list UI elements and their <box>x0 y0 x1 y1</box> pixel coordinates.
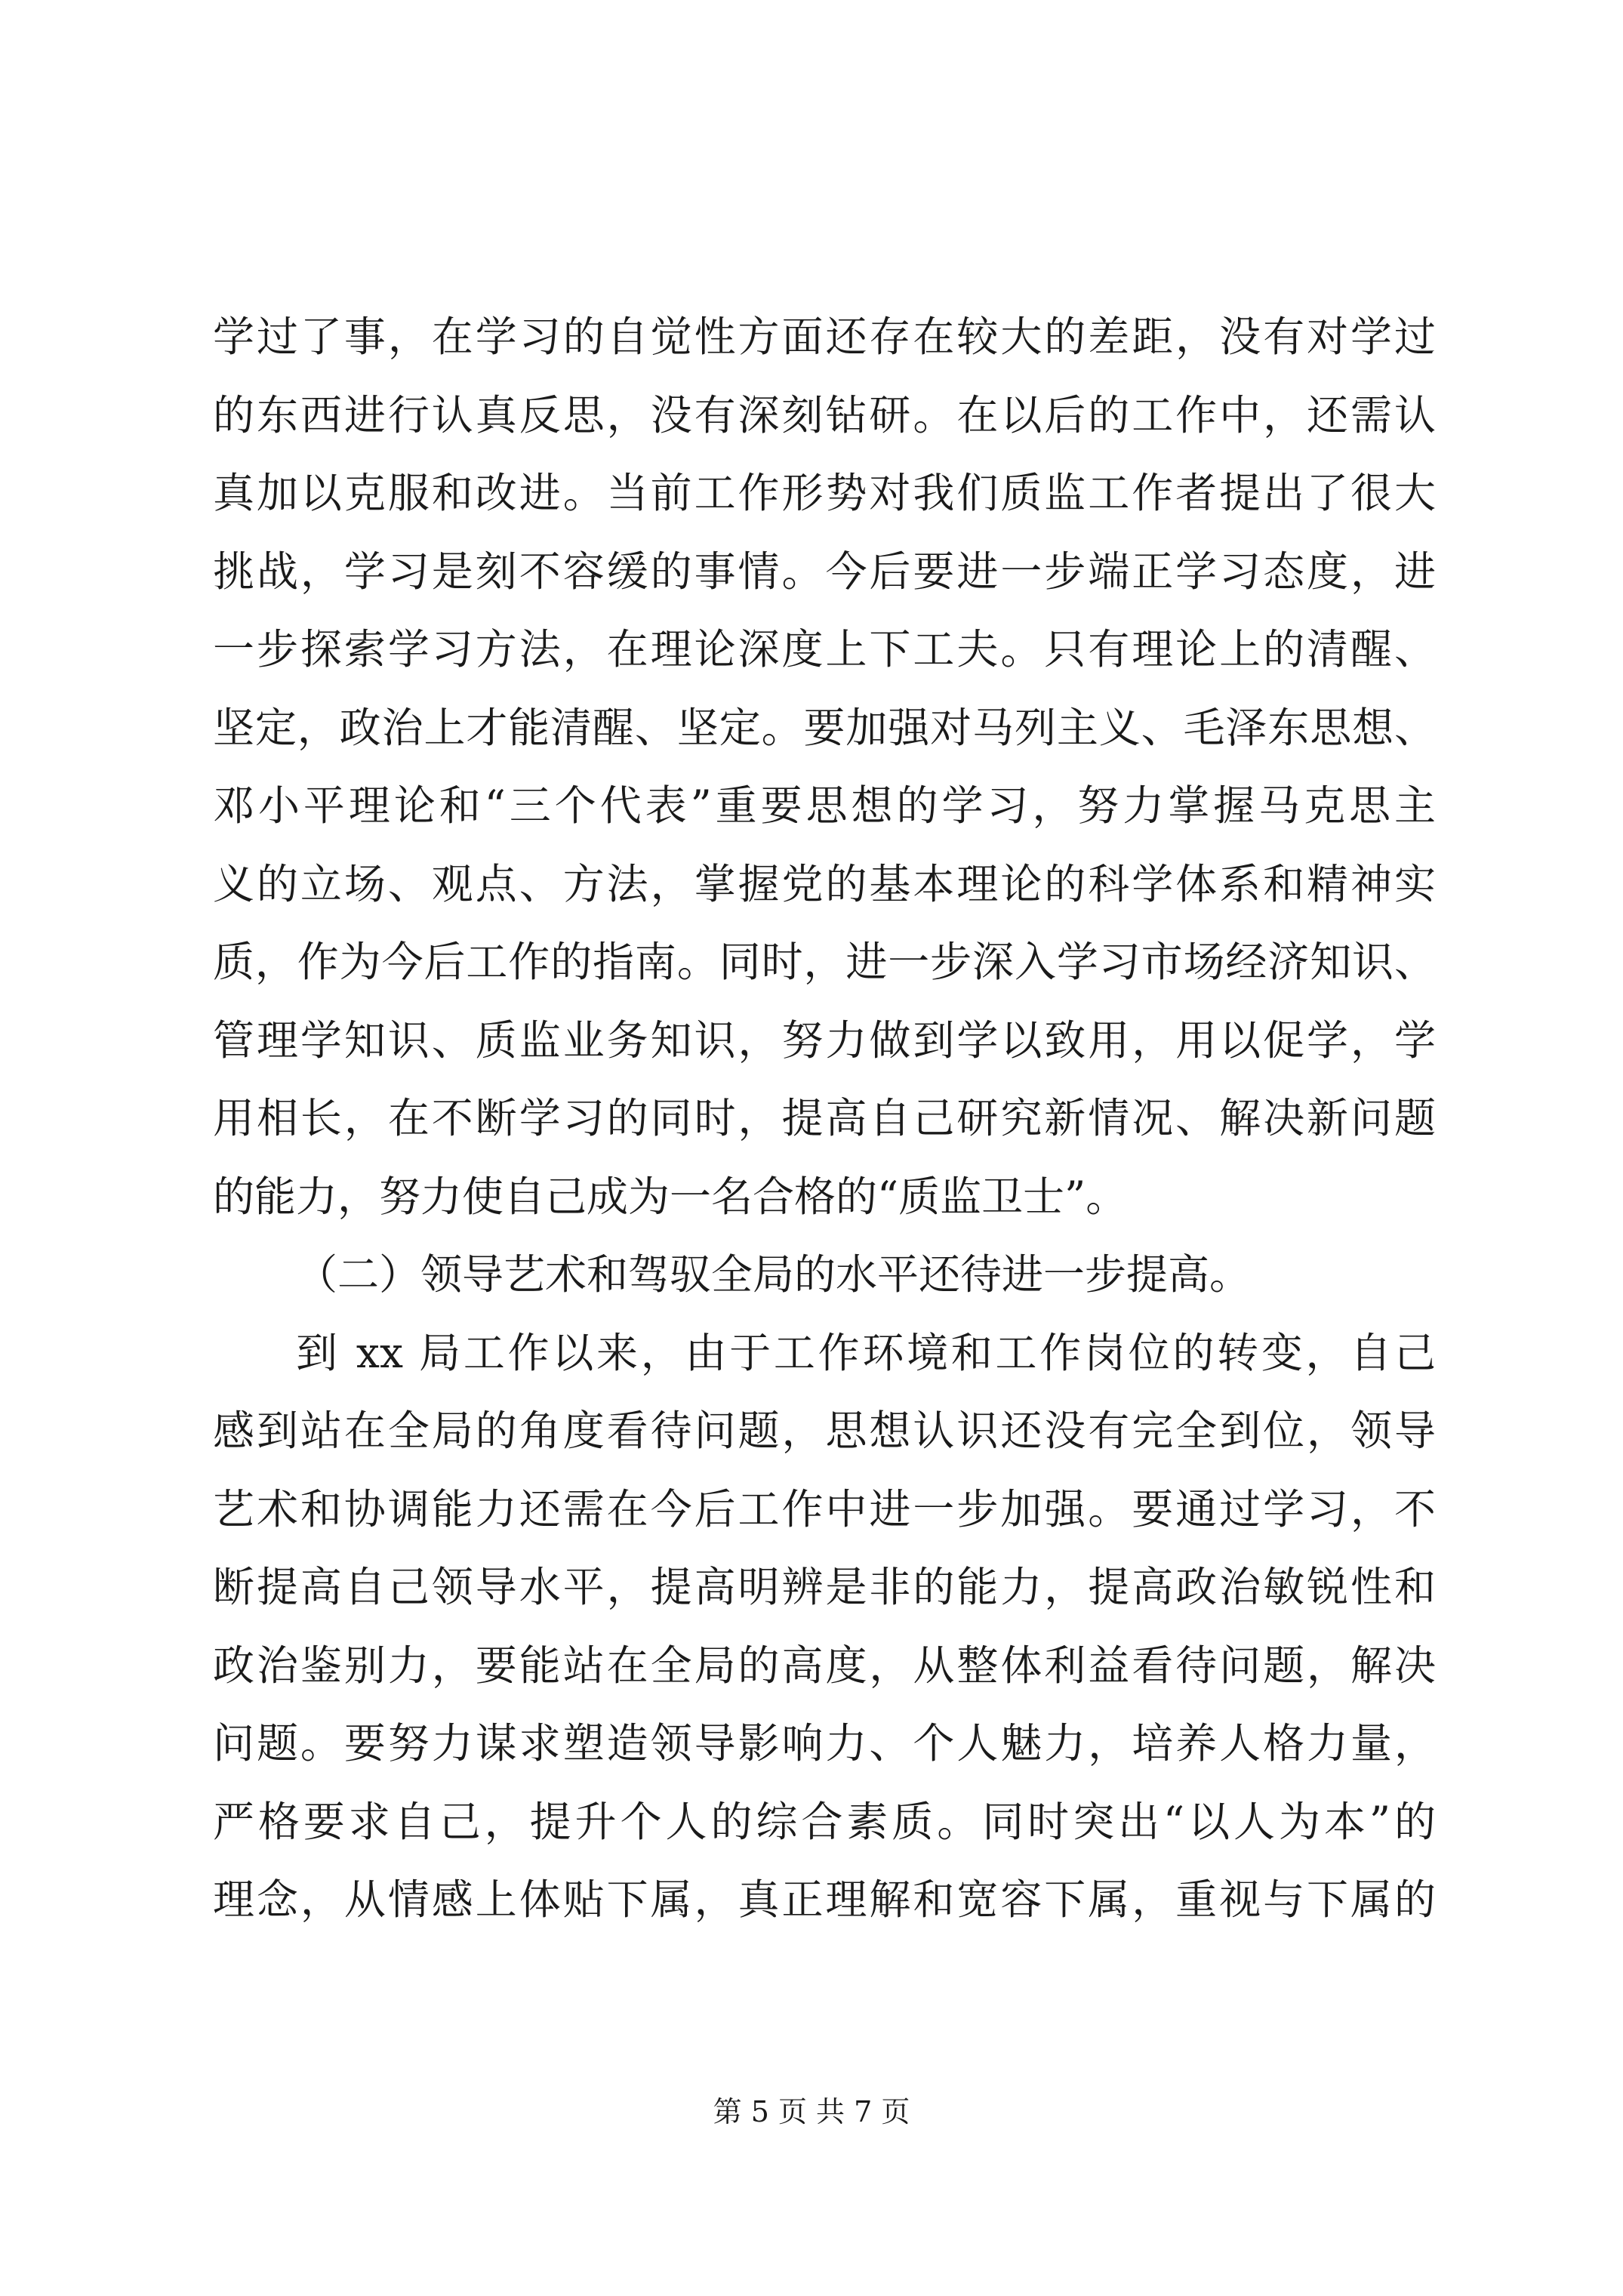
body-text <box>213 298 1436 1940</box>
text-line: 感到站在全局的角度看待问题，思想认识还没有完全到位，领导 <box>213 1407 1436 1455</box>
text-line: 真加以克服和改进。当前工作形势对我们质监工作者提出了很大 <box>213 469 1436 517</box>
section-heading: （二）领导艺术和驾驭全局的水平还待进一步提高。 <box>296 1250 1252 1299</box>
paragraph-first-line: 到 xx 局工作以来，由于工作环境和工作岗位的转变，自己 <box>296 1328 1436 1377</box>
text-line: 一步探索学习方法，在理论深度上下工夫。只有理论上的清醒、 <box>213 625 1436 673</box>
text-line: 学过了事，在学习的自觉性方面还存在较大的差距，没有对学过 <box>213 313 1436 361</box>
text-line: 坚定，政治上才能清醒、坚定。要加强对马列主义、毛泽东思想、 <box>213 703 1436 752</box>
text-line: 理念，从情感上体贴下属，真正理解和宽容下属，重视与下属的 <box>213 1875 1436 1924</box>
text-line: 政治鉴别力，要能站在全局的高度，从整体利益看待问题，解决 <box>213 1641 1436 1690</box>
text-line: 严格要求自己，提升个人的综合素质。同时突出“以人为本”的 <box>213 1797 1436 1846</box>
text-line: 质，作为今后工作的指南。同时，进一步深入学习市场经济知识、 <box>213 938 1436 986</box>
text-line: 的东西进行认真反思，没有深刻钻研。在以后的工作中，还需认 <box>213 390 1436 439</box>
text-line: 用相长，在不断学习的同时，提高自己研究新情况、解决新问题 <box>213 1094 1436 1142</box>
text-line: 挑战，学习是刻不容缓的事情。今后要进一步端正学习态度，进 <box>213 547 1436 596</box>
text-line: 断提高自己领导水平，提高明辨是非的能力，提高政治敏锐性和 <box>213 1563 1436 1611</box>
text-line: 邓小平理论和“三个代表”重要思想的学习，努力掌握马克思主 <box>213 781 1436 830</box>
page-number-footer: 第 5 页 共 7 页 <box>713 2095 910 2128</box>
text-line: 艺术和协调能力还需在今后工作中进一步加强。要通过学习，不 <box>213 1484 1436 1533</box>
text-line: 义的立场、观点、方法，掌握党的基本理论的科学体系和精神实 <box>213 859 1436 908</box>
paragraph-last-line: 的能力，努力使自己成为一名合格的“质监卫士”。 <box>213 1172 1128 1221</box>
text-line: 问题。要努力谋求塑造领导影响力、个人魅力，培养人格力量， <box>213 1719 1436 1767</box>
text-line: 管理学知识、质监业务知识，努力做到学以致用，用以促学，学 <box>213 1015 1436 1065</box>
